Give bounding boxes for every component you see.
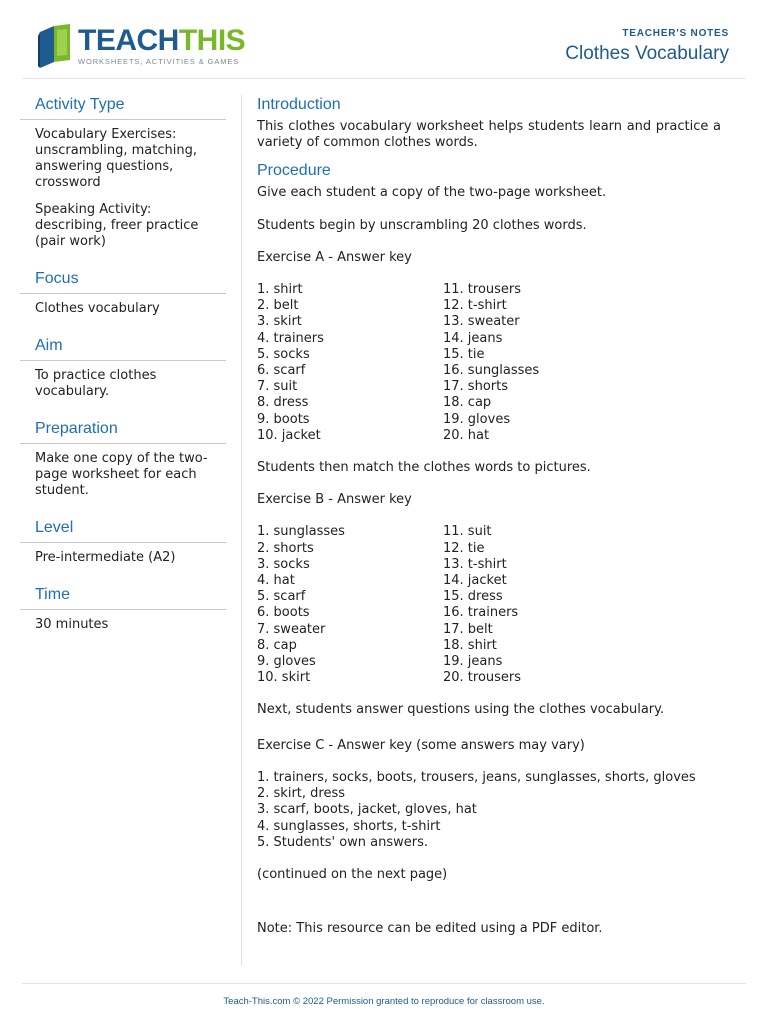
procedure-step: Give each student a copy of the two-page worksheet. [257,185,607,201]
answer-item: 9. gloves [257,654,316,670]
level-heading: Level [20,518,226,543]
procedure-step: Students begin by unscrambling 20 clothes words. [257,217,587,233]
answer-item: 3. scarf, boots, jacket, gloves, hat [257,802,477,818]
activity-type-line: Speaking Activity: describing, freer practice (pair work) [35,202,199,249]
answer-item: 10. jacket [257,427,321,443]
editor-note: Note: This resource can be edited using a PDF editor. [257,921,603,937]
sidebar [20,95,226,652]
aim-section [20,336,226,400]
answer-item: 20. hat [443,427,490,443]
continued-note: (continued on the next page) [257,866,448,882]
preparation-text: Make one copy of the two-page worksheet for each student. [35,451,208,498]
aim-heading: Aim [20,336,226,361]
teach-this-logo [36,22,246,70]
answer-item: 7. suit [257,379,298,395]
answer-item: 17. shorts [443,379,508,395]
answer-item: 17. belt [443,621,493,637]
answer-item: 11. trousers [443,282,522,298]
answer-item: 18. shirt [443,637,497,653]
footer-divider [22,983,746,984]
exercise-c-label: Exercise C - Answer key (some answers may vary) [257,737,585,753]
column-divider [241,95,242,965]
focus-section [20,269,226,317]
answer-item: 5. scarf [257,589,306,605]
logo-this: THIS [178,24,246,57]
exercise-a-label: Exercise A - Answer key [257,249,412,265]
activity-type-heading: Activity Type [20,95,226,120]
answer-item: 19. jeans [443,654,503,670]
answer-item: 3. skirt [257,314,302,330]
answer-item: 19. gloves [443,411,511,427]
level-text: Pre-intermediate (A2) [35,550,176,565]
answer-item: 2. shorts [257,540,314,556]
time-text: 30 minutes [35,617,109,632]
answer-column [443,282,629,444]
book-icon [36,22,76,68]
document-title: Clothes Vocabulary [565,43,729,64]
answer-item: 4. trainers [257,330,324,346]
answer-item: 4. sunglasses, shorts, t-shirt [257,818,441,834]
answer-item: 6. boots [257,605,310,621]
logo-wordmark [78,24,245,58]
introduction-heading: Introduction [257,96,341,113]
answer-item: 3. socks [257,556,310,572]
answer-item: 1. shirt [257,282,303,298]
answer-column [257,282,443,444]
answer-item: 1. trainers, socks, boots, trousers, jeans, sunglasses, shorts, gloves [257,769,696,785]
procedure-step: Next, students answer questions using the clothes vocabulary. [257,702,665,718]
logo-teach: TEACH [78,24,179,57]
answer-item: 14. jacket [443,573,507,589]
answer-item: 14. jeans [443,330,503,346]
answer-item: 1. sunglasses [257,524,345,540]
preparation-section [20,419,226,499]
footer-copyright: Teach-This.com © 2022 Permission granted to reproduce for classroom use. [223,996,545,1007]
answer-column [443,524,629,686]
answer-item: 15. dress [443,589,503,605]
time-heading: Time [20,585,226,610]
logo-tagline: WORKSHEETS, ACTIVITIES & GAMES [78,57,240,66]
preparation-heading: Preparation [20,419,226,444]
answer-item: 11. suit [443,524,492,540]
procedure-step: Students then match the clothes words to pictures. [257,460,591,476]
answer-item: 16. trainers [443,605,519,621]
focus-text: Clothes vocabulary [35,301,160,316]
procedure-heading: Procedure [257,162,331,180]
introduction-text: This clothes vocabulary worksheet helps students learn and practice a variety of common clothes words. [257,119,721,151]
teachers-notes-label: TEACHER'S NOTES [622,28,729,39]
answer-item: 2. skirt, dress [257,786,346,802]
answer-column [257,524,443,686]
header-divider [22,78,746,79]
answer-item: 12. tie [443,540,485,556]
answer-item: 4. hat [257,573,295,589]
focus-heading: Focus [20,269,226,294]
answer-item: 5. Students' own answers. [257,834,429,850]
activity-type-line: Vocabulary Exercises: unscrambling, matching, answering questions, crossword [35,127,197,190]
answer-item: 18. cap [443,395,492,411]
activity-type-section [20,95,226,250]
answer-item: 13. sweater [443,314,520,330]
page-header [0,0,768,78]
exercise-b-answers [257,524,721,686]
answer-item: 7. sweater [257,621,326,637]
answer-item: 5. socks [257,346,310,362]
answer-item: 6. scarf [257,363,306,379]
answer-item: 16. sunglasses [443,363,540,379]
aim-text: To practice clothes vocabulary. [35,368,157,399]
answer-item: 8. dress [257,395,309,411]
answer-item: 2. belt [257,298,299,314]
exercise-b-label: Exercise B - Answer key [257,492,412,508]
level-section [20,518,226,566]
time-section [20,585,226,633]
exercise-c-answers [257,770,721,851]
exercise-a-answers [257,282,721,444]
answer-item: 10. skirt [257,670,311,686]
answer-item: 9. boots [257,411,310,427]
answer-item: 15. tie [443,346,485,362]
answer-item: 12. t-shirt [443,298,507,314]
answer-item: 20. trousers [443,670,522,686]
answer-item: 13. t-shirt [443,556,507,572]
main-content [257,95,721,937]
answer-item: 8. cap [257,637,297,653]
